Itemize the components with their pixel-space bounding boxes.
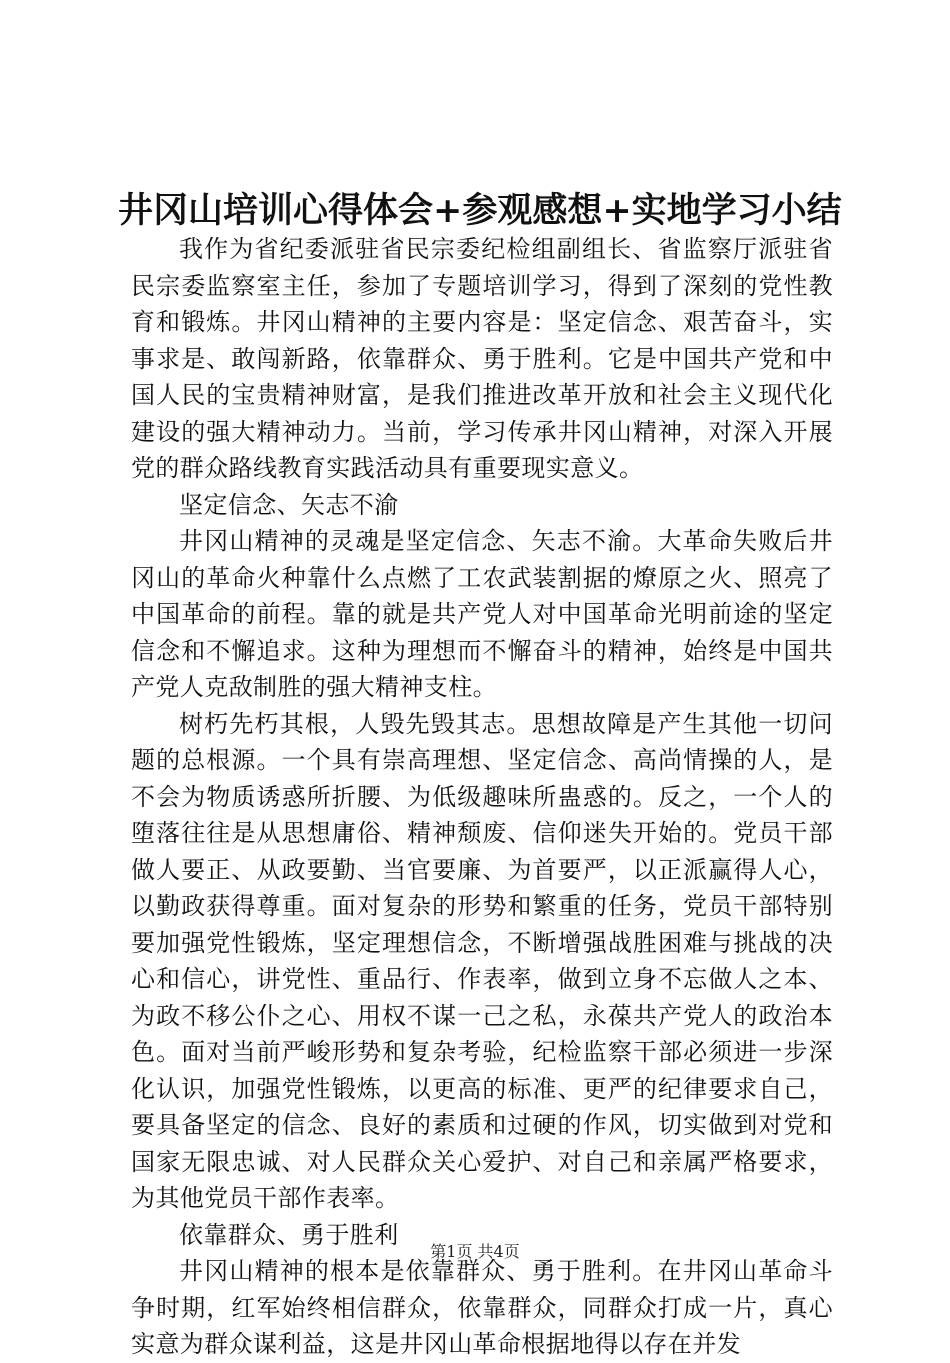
document-body: [131, 231, 833, 1363]
section-heading-rely-on-masses: 依靠群众、勇于胜利: [179, 1220, 399, 1249]
document-title: 井冈山培训心得体会+参观感想+实地学习小结: [118, 190, 842, 231]
paragraph-intro: 我作为省纪委派驻省民宗委纪检组副组长、省监察厅派驻省民宗委监察室主任，参加了专题培训学习，得到了深刻的党性教育和锻炼。井冈山精神的主要内容是：坚定信念、艰苦奋斗，实事求是、敢闯新路，依靠群众、勇于胜利。它是中国共产党和中国人民的宝贵精神财富，是我们推进改革开放和社会主义现代化建设的强大精神动力。当前，学习传承井冈山精神，对深入开展党的群众路线教育实践活动具有重要现实意义。: [131, 235, 833, 482]
paragraph-rely-on-masses: 井冈山精神的根本是依靠群众、勇于胜利。在井冈山革命斗争时期，红军始终相信群众，依靠群众，同群众打成一片，真心实意为群众谋利益，这是井冈山革命根据地得以存在并发: [131, 1257, 833, 1358]
section-heading-firm-belief: 坚定信念、矢志不渝: [179, 490, 399, 519]
page-number-footer: 第1页 共4页: [430, 1242, 520, 1261]
paragraph-firm-belief: 井冈山精神的灵魂是坚定信念、矢志不渝。大革命失败后井冈山的革命火种靠什么点燃了工农武装割据的燎原之火、照亮了中国革命的前程。靠的就是共产党人对中国革命光明前途的坚定信念和不懈追求。这种为理想而不懈奋斗的精神，始终是中国共产党人克敌制胜的强大精神支柱。: [131, 527, 833, 701]
paragraph-party-discipline: 树朽先朽其根，人毁先毁其志。思想故障是产生其他一切问题的总根源。一个具有崇高理想、坚定信念、高尚情操的人，是不会为物质诱惑所折腰、为低级趣味所蛊惑的。反之，一个人的堕落往往是从思想庸俗、精神颓废、信仰迷失开始的。党员干部做人要正、从政要勤、当官要廉、为首要严，以正派赢得人心，以勤政获得尊重。面对复杂的形势和繁重的任务，党员干部特别要加强党性锻炼，坚定理想信念，不断增强战胜困难与挑战的决心和信心，讲党性、重品行、作表率，做到立身不忘做人之本、为政不移公仆之心、用权不谋一己之私，永葆共产党人的政治本色。面对当前严峻形势和复杂考验，纪检监察干部必须进一步深化认识，加强党性锻炼，以更高的标准、更严的纪律要求自己，要具备坚定的信念、良好的素质和过硬的作风，切实做到对党和国家无限忠诚、对人民群众关心爱护、对自己和亲属严格要求，为其他党员干部作表率。: [131, 709, 833, 1212]
